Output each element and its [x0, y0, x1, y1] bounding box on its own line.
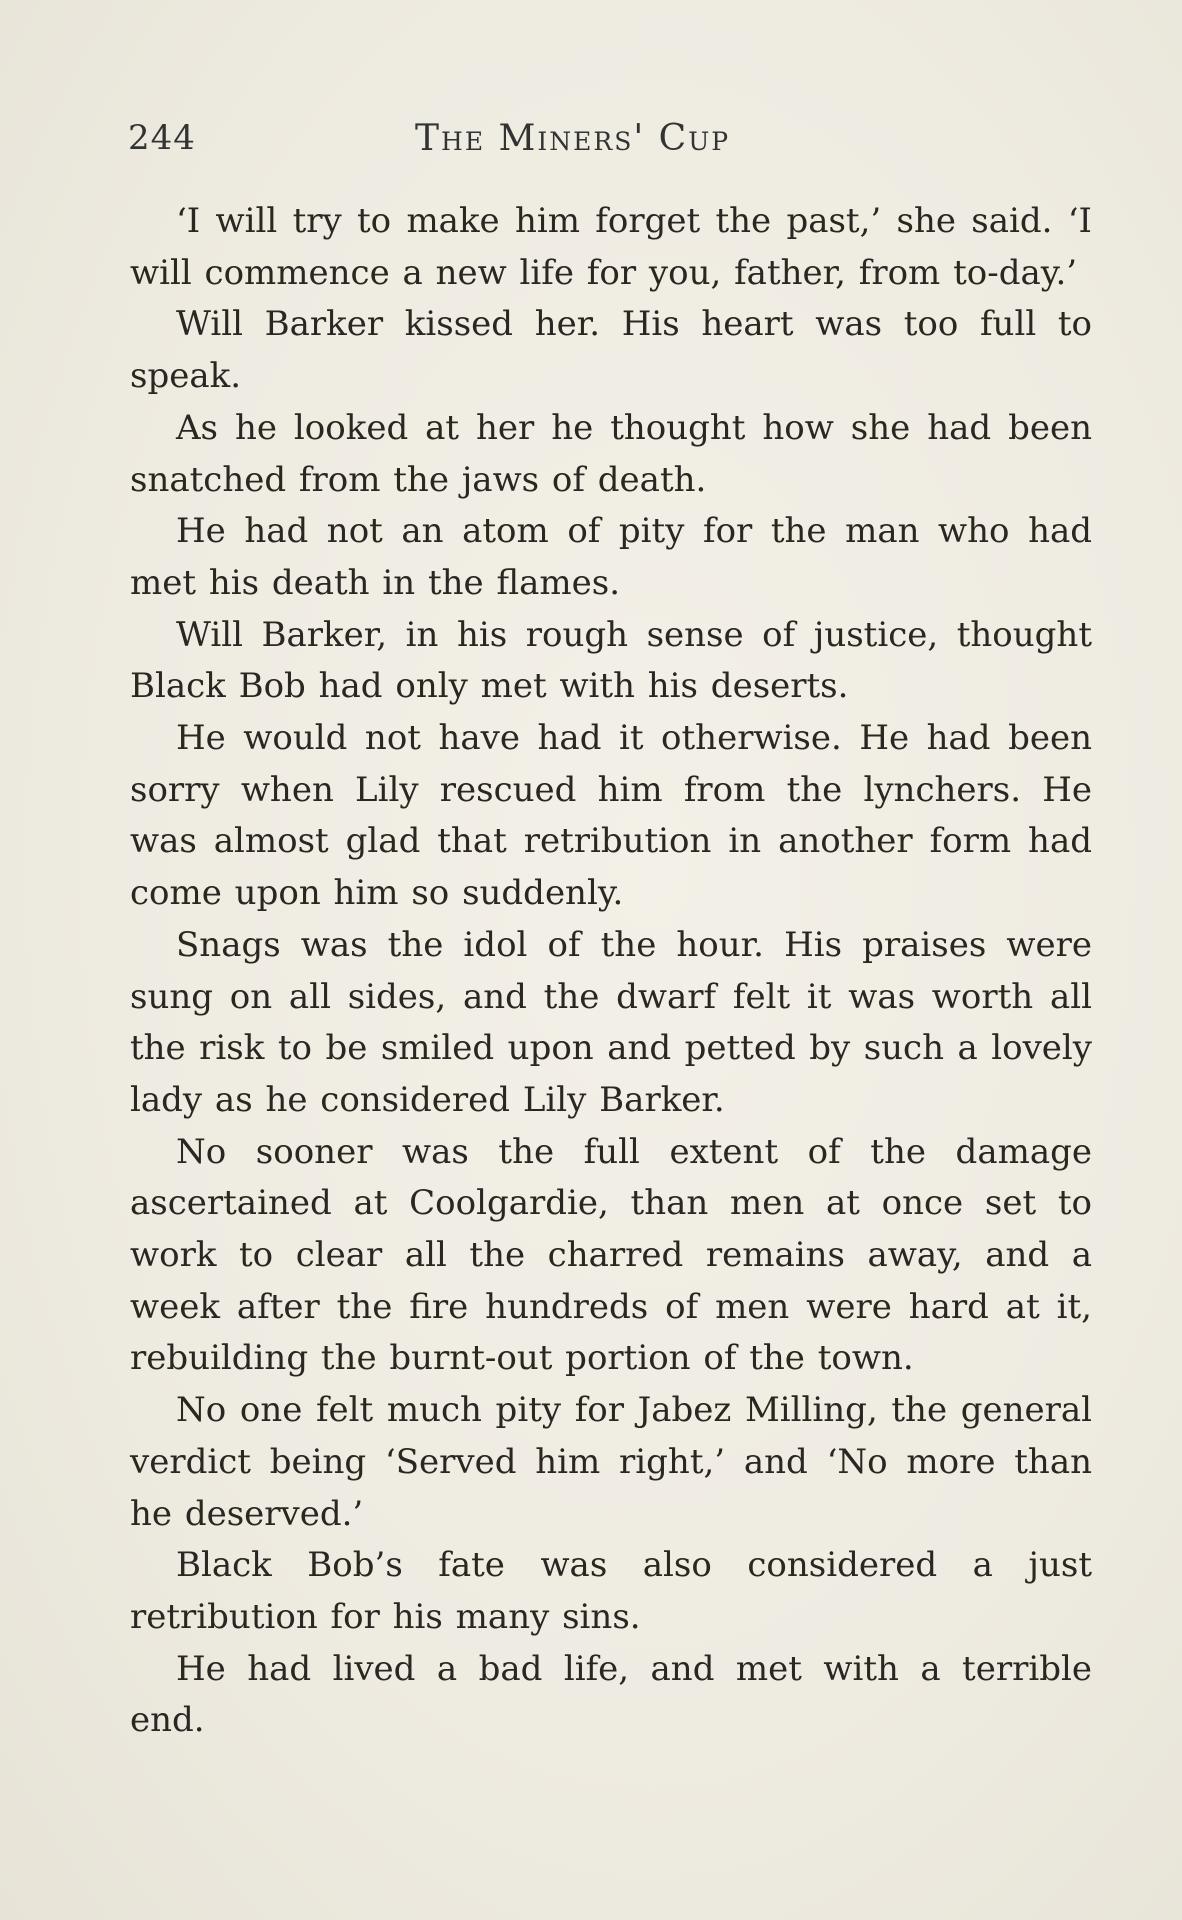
paragraph: As he looked at her he thought how she had been snatched from the jaws of death.	[130, 407, 1092, 500]
paragraph: Snags was the idol of the hour. His praises were sung on all sides, and the dwarf felt it was worth all the risk to be smiled upon and petted by such a lovely lady as he considered Lily Barker.	[130, 924, 1092, 1120]
page-header	[0, 118, 1182, 168]
paragraph: He had not an atom of pity for the man who had met his death in the flames.	[130, 511, 1092, 603]
paragraph: No one felt much pity for Jabez Milling, the general verdict being ‘Served him right,’ and ‘No more than he deserved.’	[130, 1390, 1092, 1534]
paragraph: He had lived a bad life, and met with a terrible end.	[130, 1648, 1092, 1741]
paragraph: He would not have had it otherwise. He had been sorry when Lily rescued him from the lynchers. He was almost glad that retribution in another form had come upon him so suddenly.	[130, 718, 1092, 914]
paragraph: ‘I will try to make him forget the past,’ she said. ‘I will commence a new life for you, father, from to-day.’	[130, 201, 1092, 293]
paragraph: Black Bob’s fate was also considered a just retribution for his many sins.	[130, 1545, 1092, 1637]
page-number: 244	[128, 118, 196, 158]
running-title: The Miners' Cup	[415, 118, 731, 159]
paragraph: Will Barker kissed her. His heart was too full to speak.	[130, 304, 1092, 397]
body-text	[130, 196, 1092, 1747]
paragraph: No sooner was the full extent of the damage ascertained at Coolgardie, than men at once set to work to clear all the charred remains away, and a week after the fire hundreds of men were hard at it, rebuilding the burnt-out portion of the town.	[130, 1131, 1092, 1379]
paragraph: Will Barker, in his rough sense of justice, thought Black Bob had only met with his deserts.	[130, 614, 1092, 707]
